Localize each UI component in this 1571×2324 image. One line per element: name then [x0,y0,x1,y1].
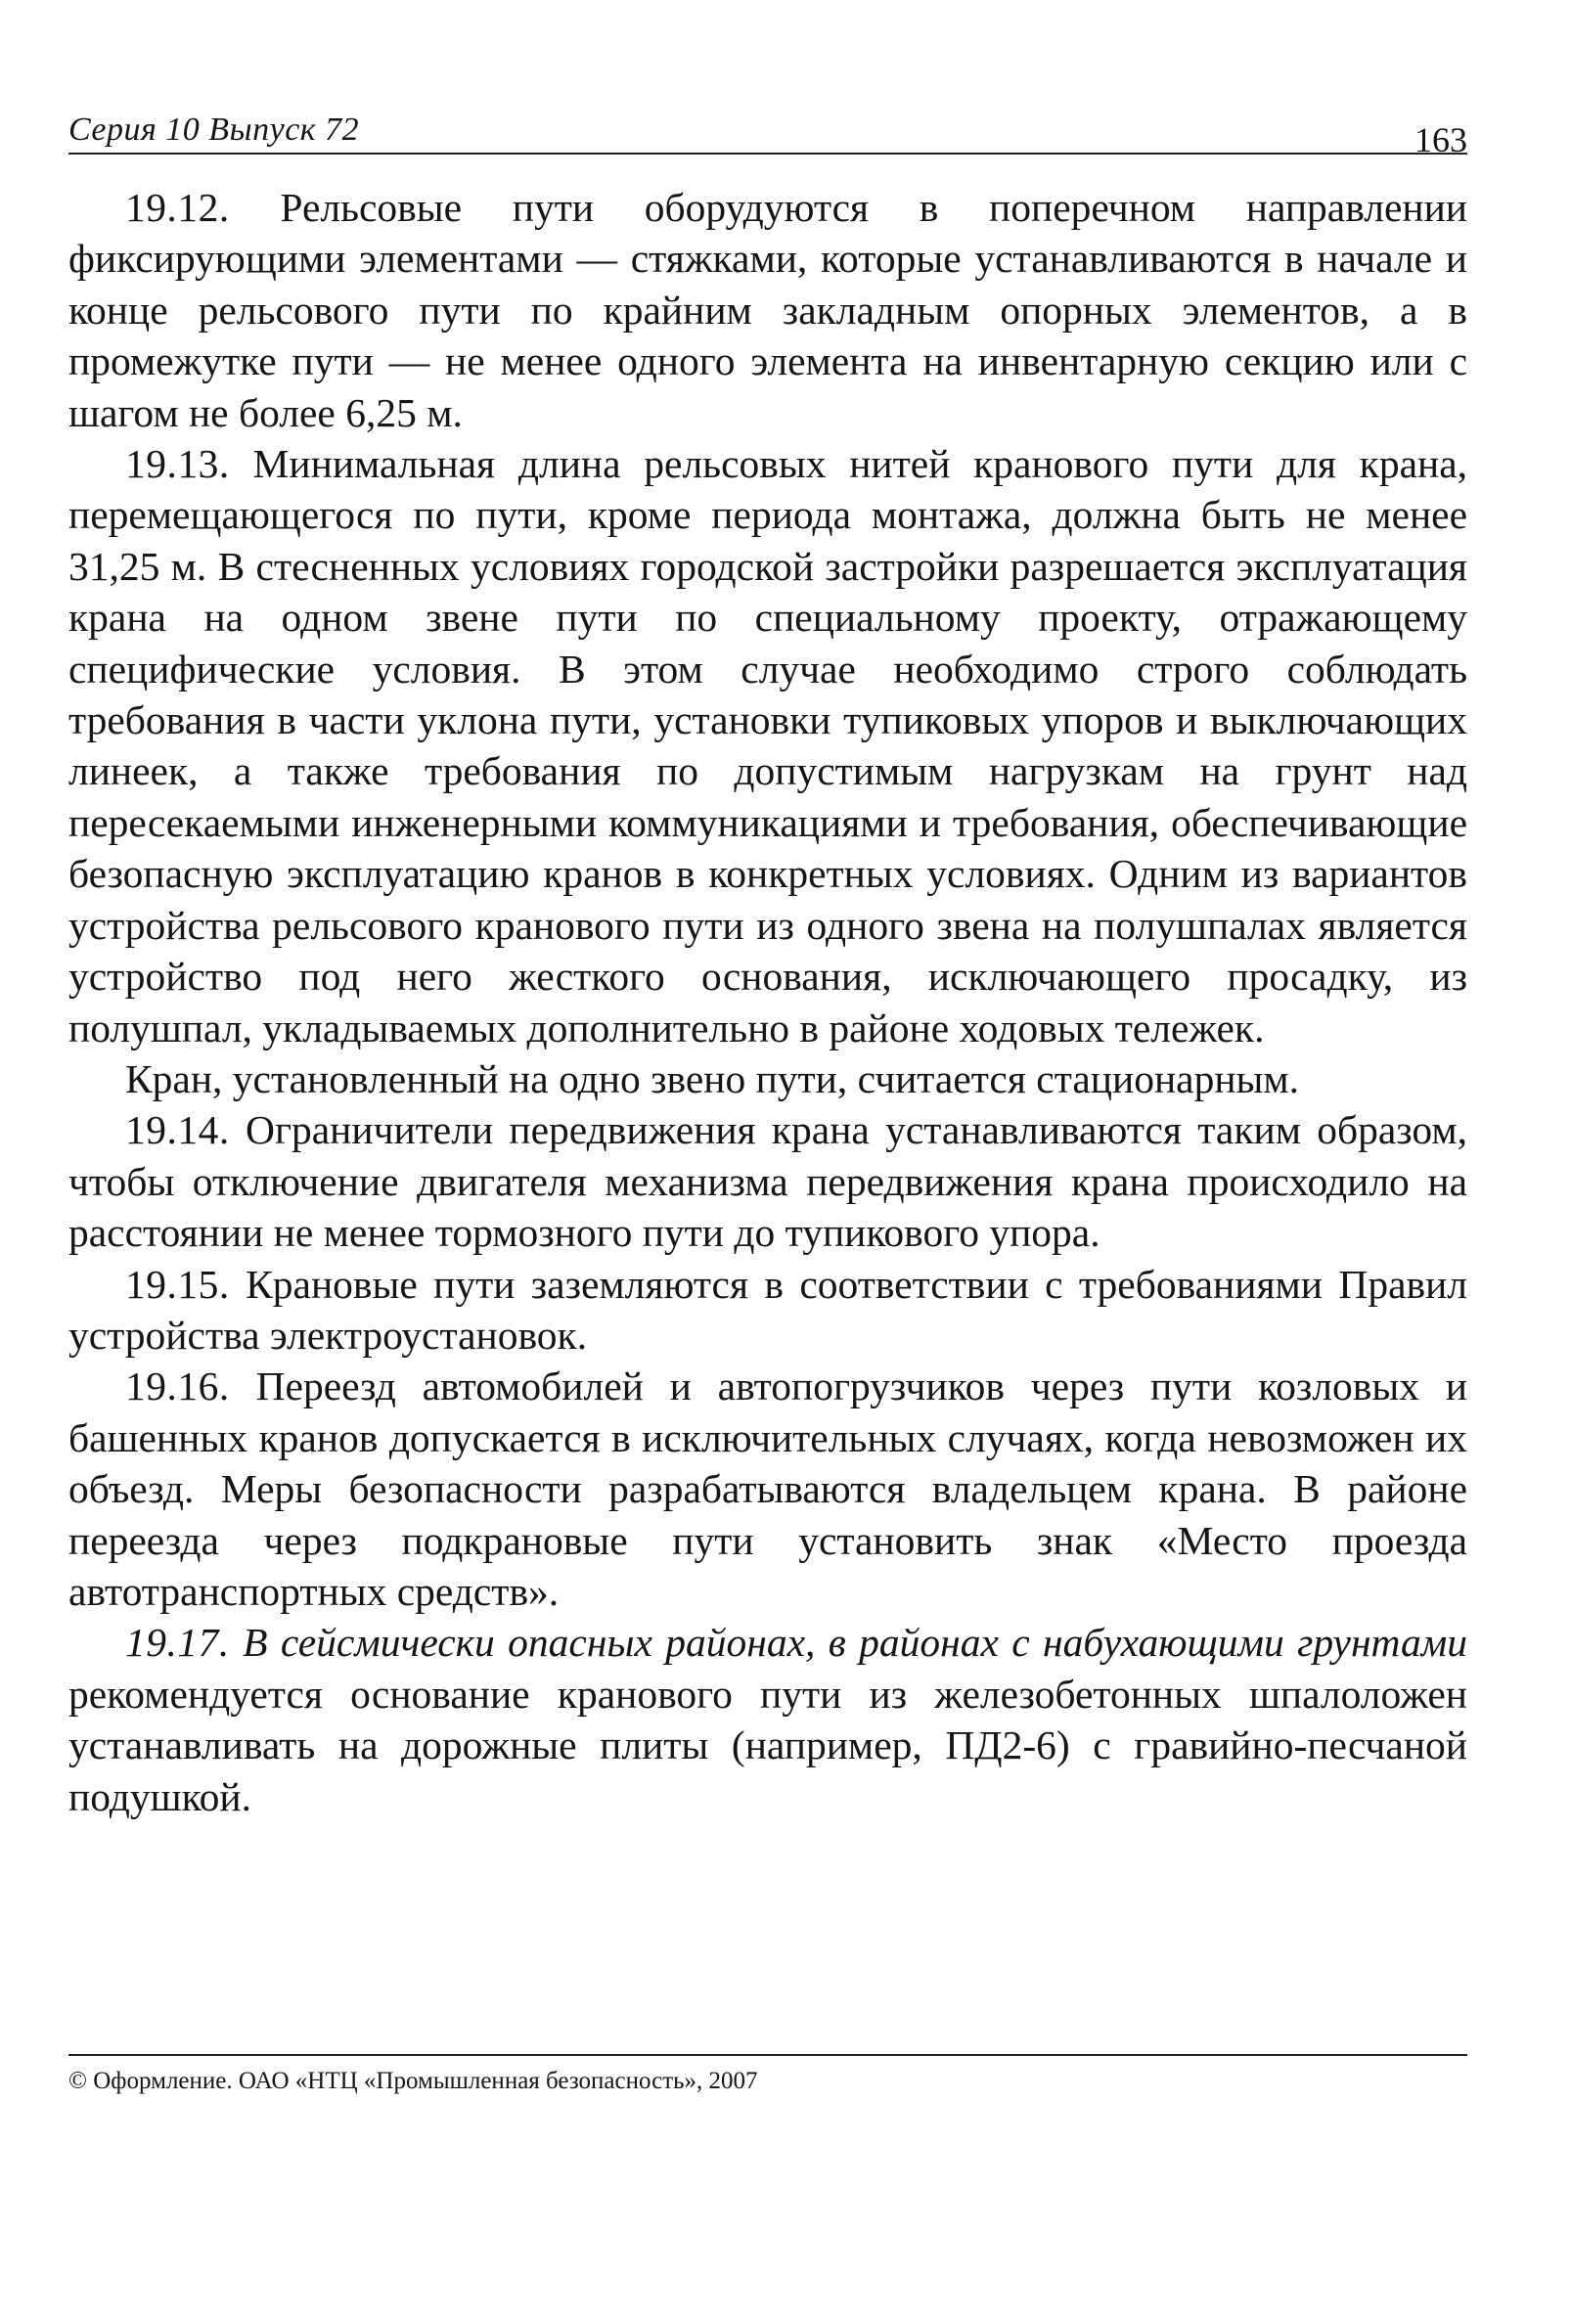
paragraph-19-16 [68,1361,1467,1617]
copyright-text: © Оформление. ОАО «НТЦ «Промышленная безопасность», 2007 [68,2068,758,2094]
paragraph-number: 19.16. [125,1363,230,1409]
paragraph-number: 19.13. [125,441,230,487]
paragraph-19-15 [68,1259,1467,1362]
paragraph-text: Переезд автомобилей и автопогрузчиков через пути козловых и башенных кранов допускается в исключительных случаях, когда невозможен их объезд. Меры безопасности разрабатываются владельцем крана. В районе переезда через подкрановые пути установить знак «Место проезда автотранспортных средств». [68,1363,1468,1614]
copyright-footer [68,2054,1467,2095]
paragraph-number: 19.12. [125,185,230,230]
paragraph-text: рекомендуется основание кранового пути из железобетонных шпалоложен устанавливать на дорожные плиты (например, ПД2-6) с гравийно-песчаной подушкой. [68,1671,1467,1819]
paragraph-text: Минимальная длина рельсовых нитей кранового пути для крана, перемещающегося по пути, кроме периода монтажа, должна быть не менее 31,25 м. В стесненных условиях городской застройки разрешается эксплуатация крана на одном звене пути по специальному проекту, отражающему специфические условия. В этом случае необходимо строго соблюдать требования в части уклона пути, установки тупиковых упоров и выключающих линеек, а также требования по допустимым нагрузкам на грунт над пересекаемыми инженерными коммуникациями и требования, обеспечивающие безопасную эксплуатацию кранов в конкретных условиях. Одним из вариантов устройства рельсового кранового пути из одного звена на полушпалах является устройство под него жесткого основания, исключающего просадку, из полушпал, укладываемых дополнительно в районе ходовых тележек. [68,441,1468,1050]
paragraph-number: 19.15. [125,1261,230,1307]
document-page [68,98,1467,2191]
paragraph-stationary-crane [68,1053,1467,1104]
paragraph-emphasis: В сейсмически опасных районах, в районах с набухающими грунтами [243,1620,1468,1666]
paragraph-19-17 [68,1617,1467,1822]
paragraph-19-13 [68,438,1467,1053]
paragraph-text: Ограничители передвижения крана устанавливаются таким образом, чтобы отключение двигателя механизма передвижения крана происходило на расстоянии не менее тормозного пути до тупикового упора. [68,1107,1467,1256]
paragraph-text: Кран, установленный на одно звено пути, считается стационарным. [125,1055,1300,1101]
paragraph-text: Рельсовые пути оборудуются в поперечном направлении фиксирующими элементами — стяжками, которые устанавливаются в начале и конце рельсового пути по крайним закладным опорных элементов, а в промежутке пути — не менее одного элемента на инвентарную секцию или с шагом не более 6,25 м. [68,185,1467,435]
paragraph-number: 19.14. [125,1107,230,1153]
paragraph-19-14 [68,1104,1467,1258]
page-number: 163 [1414,120,1467,159]
paragraph-number: 19.17. [125,1620,230,1666]
body-text [68,182,1467,1822]
running-header [68,98,1467,159]
paragraph-19-12 [68,182,1467,438]
paragraph-text: Крановые пути заземляются в соответствии с требованиями Правил устройства электроустановок. [68,1261,1468,1358]
series-title: Серия 10 Выпуск 72 [68,112,360,148]
